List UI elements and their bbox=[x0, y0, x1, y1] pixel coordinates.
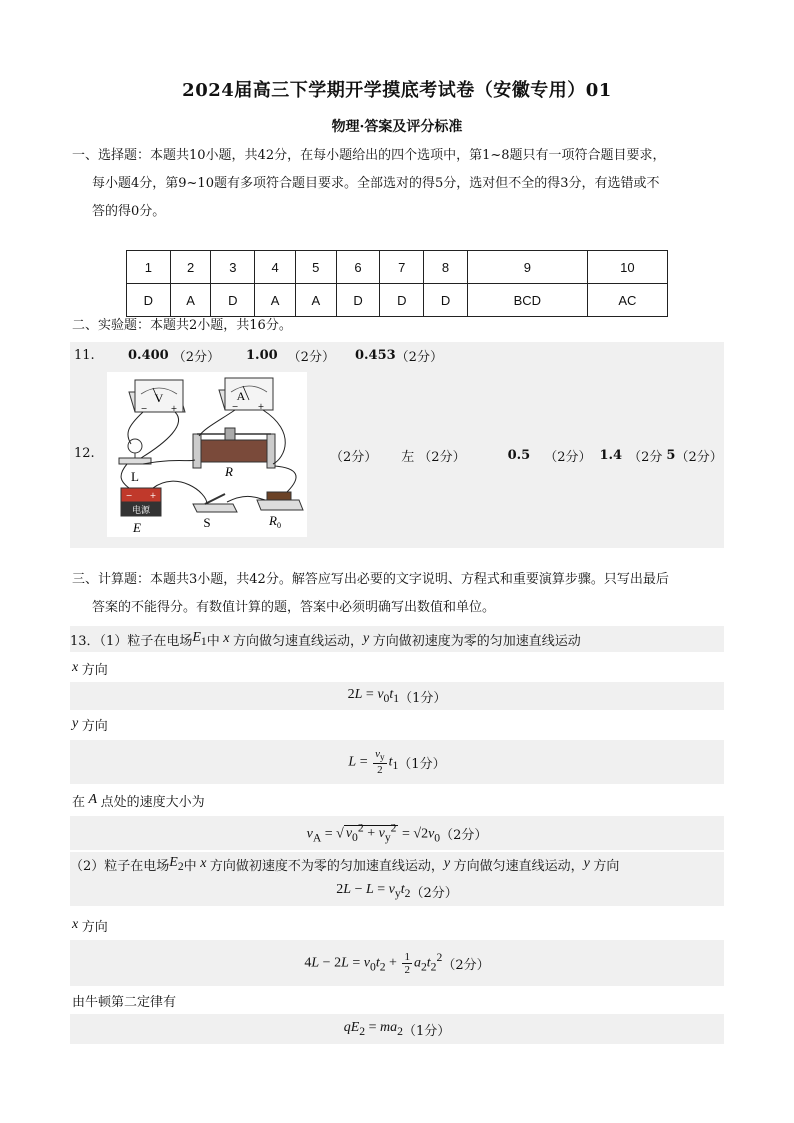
question-number: 1 bbox=[127, 251, 171, 284]
q13-eq3: $v_A$ = √ $v_0^2 + v_y^2 = √2v_0$ （2分） bbox=[70, 816, 724, 850]
lamp-label: L bbox=[131, 469, 139, 484]
q13-eq5-score: （2分） bbox=[442, 957, 490, 973]
battery-text: 电源 bbox=[131, 506, 151, 516]
circuit-diagram bbox=[107, 372, 307, 537]
voltmeter-minus: − bbox=[140, 404, 148, 413]
q13-p2c: 方向做初速度不为零的匀加速直线运动， bbox=[209, 858, 444, 874]
q13-y-direction: y 方向 bbox=[72, 716, 108, 734]
section2-heading: 二、实验题：本题共2小题，共16分。 bbox=[72, 318, 292, 333]
q11-value3: 0.453 bbox=[354, 347, 396, 363]
q12-score5: （2分） bbox=[675, 450, 723, 465]
question-number: 6 bbox=[336, 251, 380, 284]
q13-p2b: 中 bbox=[183, 858, 197, 874]
section3-line2: 答案的不能得分。有数值计算的题，答案中必须明确写出数值和单位。 bbox=[92, 600, 496, 615]
answer-cell: D bbox=[211, 284, 255, 317]
question-number: 10 bbox=[587, 251, 667, 284]
q13-eq4-score: （2分） bbox=[410, 885, 458, 901]
q13-eq6-score: （1分） bbox=[402, 1023, 451, 1039]
emf-label: E bbox=[133, 520, 141, 535]
battery-plus: + bbox=[149, 491, 157, 500]
answer-cell: AC bbox=[587, 284, 667, 317]
q11-value2: 1.00 bbox=[246, 347, 278, 363]
section1-line1: 一、选择题：本题共10小题，共42分，在每小题给出的四个选项中，第1~8题只有一项符合题目要求， bbox=[72, 148, 666, 163]
q13-p2: （2）粒子在电场 bbox=[70, 858, 170, 874]
q12-score4: （2分 bbox=[628, 450, 663, 465]
answer-cell: A bbox=[170, 284, 211, 317]
switch-label: S bbox=[203, 515, 211, 530]
question-number: 4 bbox=[255, 251, 296, 284]
section1-instructions bbox=[72, 142, 732, 226]
q13-vA-text2: 点处的速度大小为 bbox=[100, 794, 205, 810]
q11-row bbox=[70, 342, 724, 368]
q13-x-dir: 方向 bbox=[81, 662, 108, 678]
page-subtitle: 物理·答案及评分标准 bbox=[331, 119, 463, 135]
q13-eq4: $2L - L = v_yt_2$ （2分） bbox=[70, 876, 724, 906]
question-number: 2 bbox=[170, 251, 211, 284]
q11-value1: 0.400 bbox=[128, 347, 169, 363]
voltmeter-label: V bbox=[154, 391, 164, 405]
q13-eq6: $qE_2 = ma_2$ （1分） bbox=[70, 1014, 724, 1044]
ammeter-label: A bbox=[236, 389, 246, 403]
q13-p1b: 中 bbox=[206, 633, 220, 649]
q12-text2: 左 bbox=[401, 450, 415, 465]
q13-eq1-score: （1分） bbox=[399, 690, 447, 706]
q12-value5: 5 bbox=[666, 448, 676, 463]
q13-p1: 13．（1）粒子在电场 bbox=[70, 633, 193, 649]
q12-score1: （2分） bbox=[330, 450, 378, 465]
q13-x-dir2: 方向 bbox=[81, 919, 108, 935]
voltmeter-plus: + bbox=[170, 404, 178, 413]
answer-cell: D bbox=[127, 284, 171, 317]
question-number: 3 bbox=[211, 251, 255, 284]
q13-eq2: L = $\frac{v_y}{2}$ $t_1$ （1分） bbox=[70, 740, 724, 784]
section3-line1: 三、计算题：本题共3小题，共42分。解答应写出必要的文字说明、方程式和重要演算步骤。只写出最后 bbox=[72, 572, 669, 587]
question-number: 9 bbox=[467, 251, 587, 284]
q12-value3: 0.5 bbox=[507, 448, 531, 463]
battery-minus: − bbox=[125, 491, 133, 500]
question-number: 7 bbox=[380, 251, 424, 284]
answer-cell: D bbox=[424, 284, 468, 317]
q13-part1-intro: 13．（1）粒子在电场 $E_1$ 中 x 方向做匀速直线运动， y 方向做初速度为零的匀加速直线运动 bbox=[70, 626, 724, 652]
rheostat-label: R bbox=[225, 464, 233, 479]
ammeter-minus: − bbox=[231, 402, 239, 411]
q12-value4: 1.4 bbox=[599, 448, 623, 463]
q12-label: 12. bbox=[74, 446, 95, 461]
q11-score3: （2分） bbox=[395, 349, 443, 365]
answer-cell: D bbox=[380, 284, 424, 317]
question-number: 5 bbox=[295, 251, 336, 284]
q13-part2-intro: （2）粒子在电场 $E_2$ 中 x 方向做初速度不为零的匀加速直线运动， y 方向做匀速直线运动， y 方向 bbox=[70, 852, 724, 876]
q13-x-direction-2: x 方向 bbox=[72, 917, 108, 935]
answer-cell: A bbox=[255, 284, 296, 317]
voltmeter-icon bbox=[129, 380, 185, 413]
q13-eq1: $2L = v_0t_1$ （1分） bbox=[70, 682, 724, 710]
q13-p2e: 方向 bbox=[593, 858, 620, 874]
q13-eq3-score: （2分） bbox=[440, 827, 488, 843]
ammeter-plus: + bbox=[257, 402, 265, 411]
q13-x-direction: x 方向 bbox=[72, 660, 108, 678]
question-number: 8 bbox=[424, 251, 468, 284]
section1-line3: 答的得0分。 bbox=[92, 204, 166, 219]
section1-line2: 每小题4分，第9~10题有多项符合题目要求。全部选对的得5分，选对但不全的得3分，有选错或不 bbox=[92, 176, 660, 191]
q11-label: 11. bbox=[74, 347, 95, 363]
answer-table-number-row bbox=[127, 251, 668, 284]
q13-eq5: $4L - 2L = v_0t_2$ + $\frac{1}{2}$ $a_2t_2^2$ （2分） bbox=[70, 940, 724, 986]
q11-score1: （2分） bbox=[172, 349, 220, 365]
q11-score2: （2分） bbox=[287, 349, 335, 365]
answer-cell: D bbox=[336, 284, 380, 317]
page-title: 2024届高三下学期开学摸底考试卷（安徽专用）01 bbox=[182, 80, 612, 101]
q12-score3: （2分） bbox=[544, 450, 592, 465]
answer-table bbox=[126, 250, 668, 317]
q13-p2d: 方向做匀速直线运动， bbox=[453, 858, 584, 874]
ammeter-icon bbox=[219, 378, 273, 411]
answer-cell: A bbox=[295, 284, 336, 317]
q13-vA-text: 在 A 点处的速度大小为 bbox=[72, 792, 205, 810]
q13-y-dir: 方向 bbox=[81, 718, 108, 734]
resistor-label-sub: 0 bbox=[276, 521, 281, 530]
q13-p1c: 方向做匀速直线运动， bbox=[232, 633, 363, 649]
q13-p1d: 方向做初速度为零的匀加速直线运动 bbox=[372, 633, 581, 649]
answer-cell: BCD bbox=[467, 284, 587, 317]
q12-score2: （2分） bbox=[418, 450, 466, 465]
section3-instructions bbox=[72, 566, 732, 622]
q13-vA-text1: 在 bbox=[72, 794, 86, 810]
q12-answers bbox=[330, 446, 723, 465]
q13-newton: 由牛顿第二定律有 bbox=[72, 994, 177, 1010]
q13-eq2-score: （1分） bbox=[398, 756, 446, 772]
resistor-label-main: R bbox=[269, 513, 277, 528]
